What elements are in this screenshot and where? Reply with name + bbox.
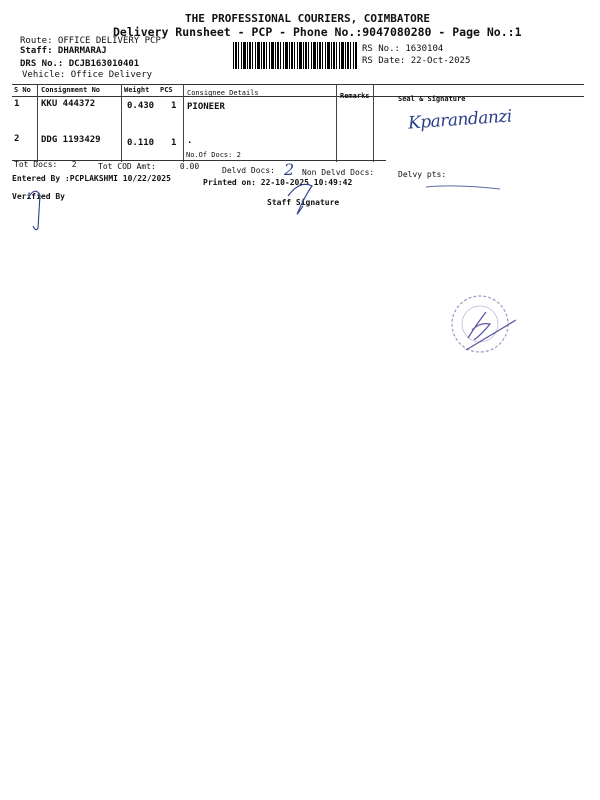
row1-consignment: KKU 444372 bbox=[41, 99, 96, 109]
route-label: Route: OFFICE DELIVERY PCP bbox=[20, 36, 161, 46]
delivered-count-handwritten: 2 bbox=[284, 160, 295, 179]
seal-stamp bbox=[446, 290, 516, 360]
row1-sno: 1 bbox=[14, 99, 20, 109]
header-sno: S No bbox=[14, 86, 31, 94]
staff-signature-mark bbox=[288, 184, 312, 214]
row2-sno: 2 bbox=[14, 134, 20, 144]
non-delivered-docs-label: Non Delvd Docs: bbox=[302, 168, 375, 177]
rs-date: RS Date: 22-Oct-2025 bbox=[362, 56, 471, 66]
entered-by: Entered By :PCPLAKSHMI 10/22/2025 bbox=[12, 174, 171, 183]
row2-pcs: 1 bbox=[171, 138, 177, 148]
row2-consignment: DDG 1193429 bbox=[41, 135, 101, 145]
header-remarks: Remarks bbox=[340, 92, 370, 100]
rs-number: RS No.: 1630104 bbox=[362, 44, 444, 54]
runsheet-title: Delivery Runsheet - PCP - Phone No.:9047080280 - Page No.:1 bbox=[113, 25, 522, 39]
header-seal-signature: Seal & Signature bbox=[398, 95, 466, 103]
staff-label: Staff: DHARMARAJ bbox=[20, 46, 107, 56]
company-name: THE PROFESSIONAL COURIERS, COIMBATORE bbox=[185, 12, 431, 25]
delivery-points-label: Delvy pts: bbox=[398, 170, 447, 179]
pen-stroke bbox=[426, 186, 500, 189]
verifier-signature bbox=[28, 191, 40, 229]
row2-weight: 0.110 bbox=[127, 138, 155, 148]
header-pcs: PCS bbox=[160, 86, 173, 94]
delivered-docs-label: Delvd Docs: bbox=[222, 166, 275, 175]
verified-by-label: Verified By bbox=[12, 192, 65, 201]
row1-pcs: 1 bbox=[171, 101, 177, 111]
printed-on: Printed on: 22-10-2025 10:49:42 bbox=[203, 178, 353, 187]
receiver-signature: Kparandanzi bbox=[407, 106, 513, 134]
no-of-docs: No.Of Docs: 2 bbox=[186, 151, 241, 159]
drs-number: DRS No.: DCJB163010401 bbox=[20, 59, 140, 69]
staff-signature-label: Staff Signature bbox=[267, 198, 340, 207]
header-consignee: Consignee Details bbox=[187, 89, 259, 97]
row1-consignee: PIONEER bbox=[187, 102, 225, 112]
vehicle-label: Vehicle: Office Delivery bbox=[22, 70, 153, 80]
header-consignment: Consignment No bbox=[41, 86, 101, 94]
row2-consignee: . bbox=[187, 136, 193, 146]
header-weight: Weight bbox=[124, 86, 150, 94]
total-cod-amount: Tot COD Amt: 0.00 bbox=[98, 162, 200, 171]
total-docs: Tot Docs: 2 bbox=[14, 160, 77, 169]
row1-weight: 0.430 bbox=[127, 101, 155, 111]
